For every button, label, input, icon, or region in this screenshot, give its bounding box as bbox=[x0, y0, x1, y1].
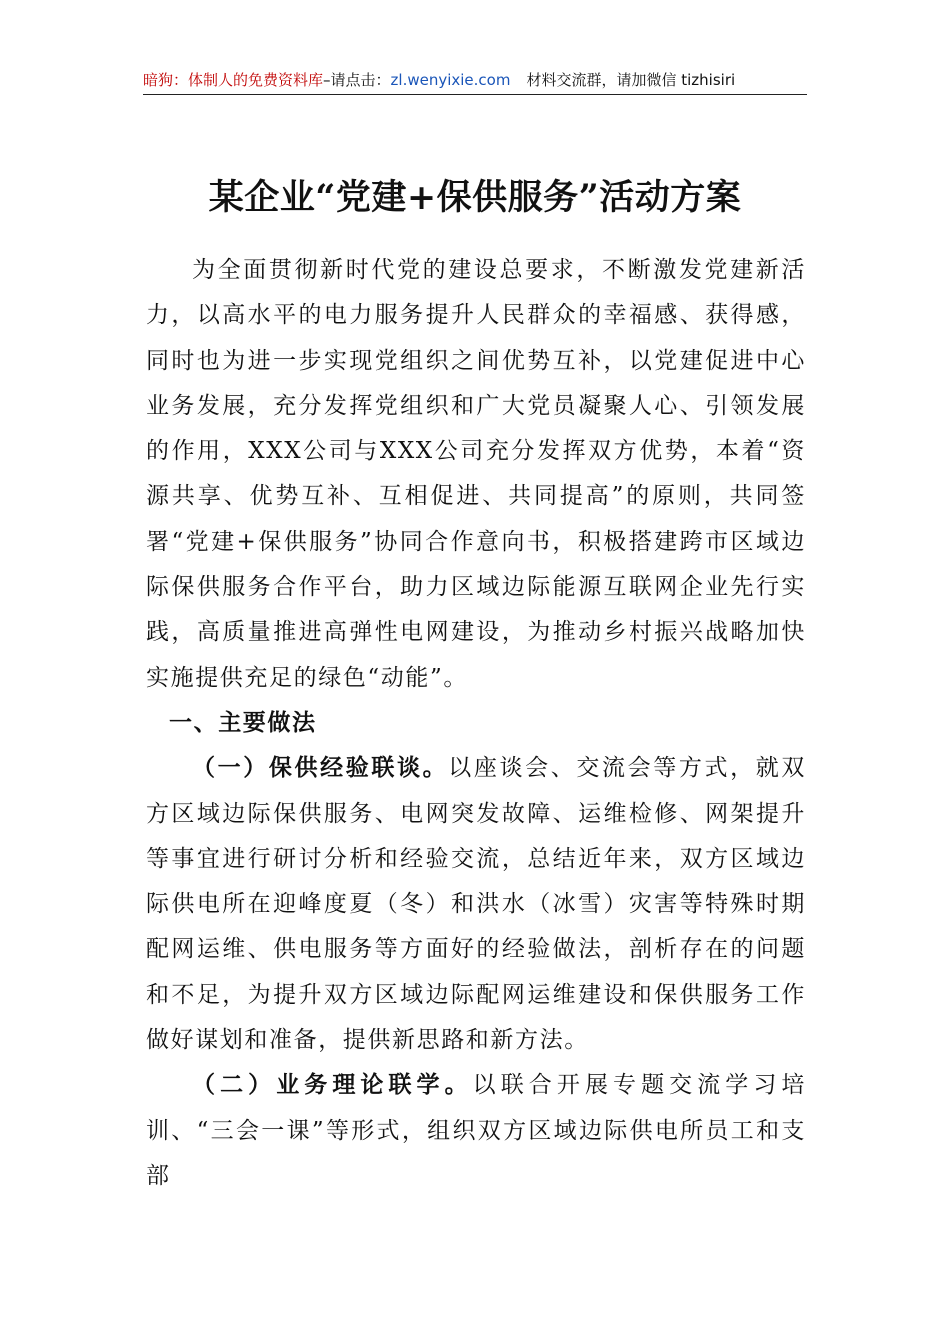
subsection-paragraph-1 bbox=[146, 746, 806, 1063]
document-title: 某企业“党建+保供服务”活动方案 bbox=[208, 177, 742, 218]
page-header bbox=[143, 66, 807, 94]
intro-paragraph: 为全面贯彻新时代党的建设总要求，不断激发党建新活力，以高水平的电力服务提升人民群众的幸福感、获得感，同时也为进一步实现党组织之间优势互补，以党建促进中心业务发展，充分发挥党组织和广大党员凝聚人心、引领发展的作用，XXX公司与XXX公司充分发挥双方优势，本着“资源共享、优势互补、互相促进、共同提高”的原则，共同签署“党建+保供服务”协同合作意向书，积极搭建跨市区域边际保供服务合作平台，助力区域边际能源互联网企业先行实践，高质量推进高弹性电网建设，为推动乡村振兴战略加快实施提供充足的绿色“动能”。 bbox=[146, 257, 806, 691]
document-body bbox=[146, 248, 806, 1199]
header-link[interactable]: zl.wenyixie.com bbox=[390, 71, 511, 89]
subsection-text-2: 以联合开展专题交流学习培训、“三会一课”等形式，组织双方区域边际供电所员工和支部 bbox=[146, 1072, 807, 1189]
header-divider bbox=[143, 94, 807, 95]
header-click-prompt: –请点击： bbox=[323, 71, 391, 89]
section-heading-main-practices: 一、主要做法 bbox=[169, 709, 317, 736]
subsection-lead-2: （二）业务理论联学。 bbox=[192, 1072, 473, 1099]
subsection-text-1: 以座谈会、交流会等方式，就双方区域边际保供服务、电网突发故障、运维检修、网架提升等事宜进行研讨分析和经验交流，总结近年来，双方区域边际供电所在迎峰度夏（冬）和洪水（冰雪）灾害等特殊时期配网运维、供电服务等方面好的经验做法，剖析存在的问题和不足，为提升双方区域边际配网运维建设和保供服务工作做好谋划和准备，提供新思路和新方法。 bbox=[146, 755, 807, 1054]
subsection-lead-1: （一）保供经验联谈。 bbox=[192, 755, 449, 782]
header-group-note: 材料交流群，请加微信 tizhisiri bbox=[526, 71, 736, 89]
subsection-paragraph-2 bbox=[146, 1063, 806, 1199]
header-brand: 暗狗：体制人的免费资料库 bbox=[143, 71, 324, 89]
